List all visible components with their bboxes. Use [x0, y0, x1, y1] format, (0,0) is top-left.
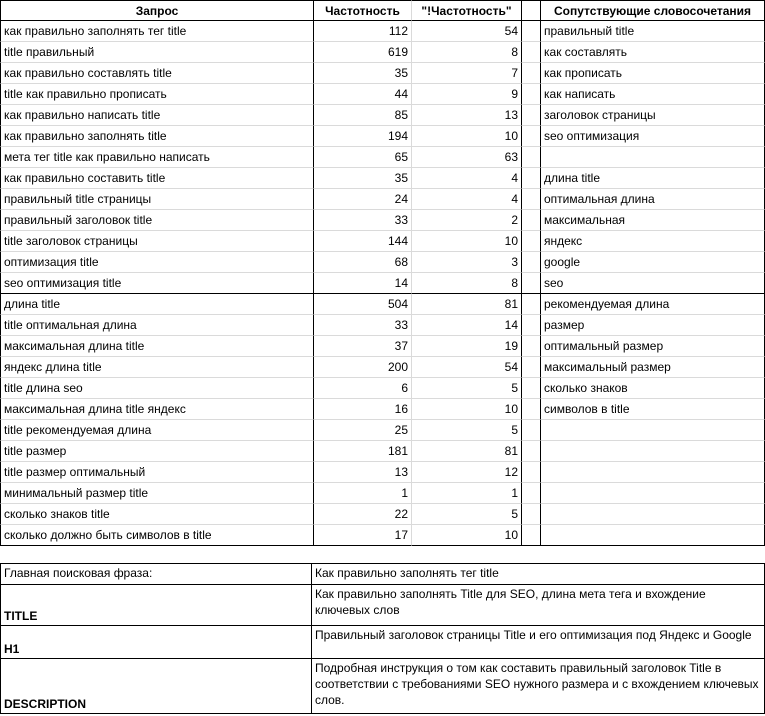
cell-frequency[interactable]: 6 [314, 378, 412, 399]
cell-gap[interactable] [522, 63, 541, 84]
cell-frequency[interactable]: 68 [314, 252, 412, 273]
cell-query[interactable]: как правильно составлять title [0, 63, 314, 84]
cell-exact-frequency[interactable]: 10 [412, 525, 522, 546]
cell-exact-frequency[interactable]: 63 [412, 147, 522, 168]
header-exact-frequency[interactable]: "!Частотность" [412, 0, 522, 21]
cell-related-phrase[interactable]: максимальная [541, 210, 765, 231]
cell-related-phrase[interactable]: рекомендуемая длина [541, 294, 765, 315]
cell-exact-frequency[interactable]: 9 [412, 84, 522, 105]
cell-gap[interactable] [522, 42, 541, 63]
cell-gap[interactable] [522, 441, 541, 462]
cell-query[interactable]: мета тег title как правильно написать [0, 147, 314, 168]
cell-related-phrase[interactable]: оптимальный размер [541, 336, 765, 357]
cell-gap[interactable] [522, 294, 541, 315]
header-query[interactable]: Запрос [0, 0, 314, 21]
cell-query[interactable]: как правильно заполнять тег title [0, 21, 314, 42]
cell-frequency[interactable]: 33 [314, 315, 412, 336]
cell-frequency[interactable]: 17 [314, 525, 412, 546]
cell-related-phrase[interactable] [541, 420, 765, 441]
cell-related-phrase[interactable]: оптимальная длина [541, 189, 765, 210]
cell-related-phrase[interactable]: как прописать [541, 63, 765, 84]
cell-frequency[interactable]: 194 [314, 126, 412, 147]
cell-query[interactable]: seo оптимизация title [0, 273, 314, 294]
title-value[interactable]: Как правильно заполнять Title для SEO, длина мета тега и вхождение ключевых слов [312, 585, 765, 626]
cell-gap[interactable] [522, 105, 541, 126]
cell-gap[interactable] [522, 189, 541, 210]
cell-frequency[interactable]: 181 [314, 441, 412, 462]
cell-related-phrase[interactable]: яндекс [541, 231, 765, 252]
cell-query[interactable]: title размер [0, 441, 314, 462]
spacer-row [0, 546, 765, 564]
header-frequency[interactable]: Частотность [314, 0, 412, 21]
cell-related-phrase[interactable]: символов в title [541, 399, 765, 420]
cell-frequency[interactable]: 504 [314, 294, 412, 315]
main-phrase-value[interactable]: Как правильно заполнять тег title [312, 564, 765, 585]
cell-gap[interactable] [522, 21, 541, 42]
cell-gap[interactable] [522, 357, 541, 378]
cell-related-phrase[interactable]: как составлять [541, 42, 765, 63]
cell-query[interactable]: title заголовок страницы [0, 231, 314, 252]
cell-query[interactable]: яндекс длина title [0, 357, 314, 378]
cell-query[interactable]: как правильно составить title [0, 168, 314, 189]
cell-query[interactable]: title как правильно прописать [0, 84, 314, 105]
cell-query[interactable]: title длина seo [0, 378, 314, 399]
cell-frequency[interactable]: 619 [314, 42, 412, 63]
cell-gap[interactable] [522, 210, 541, 231]
summary-table [0, 564, 765, 714]
cell-gap[interactable] [522, 315, 541, 336]
cell-query[interactable]: как правильно заполнять title [0, 126, 314, 147]
cell-exact-frequency[interactable]: 8 [412, 273, 522, 294]
cell-exact-frequency[interactable]: 7 [412, 63, 522, 84]
cell-exact-frequency[interactable]: 3 [412, 252, 522, 273]
cell-exact-frequency[interactable]: 13 [412, 105, 522, 126]
cell-related-phrase[interactable]: размер [541, 315, 765, 336]
cell-exact-frequency[interactable]: 54 [412, 357, 522, 378]
h1-value[interactable]: Правильный заголовок страницы Title и его оптимизация под Яндекс и Google [312, 626, 765, 659]
cell-gap[interactable] [522, 336, 541, 357]
cell-exact-frequency[interactable]: 5 [412, 378, 522, 399]
description-label[interactable]: DESCRIPTION [0, 659, 312, 714]
cell-query[interactable]: сколько знаков title [0, 504, 314, 525]
description-value[interactable]: Подробная инструкция о том как составить правильный заголовок Title в соответствии с требованиями SEO нужного размера и с вхождением ключевых слов. [312, 659, 765, 714]
cell-gap[interactable] [522, 252, 541, 273]
cell-related-phrase[interactable] [541, 525, 765, 546]
main-phrase-label[interactable]: Главная поисковая фраза: [0, 564, 312, 585]
cell-gap[interactable] [522, 399, 541, 420]
cell-related-phrase[interactable]: правильный title [541, 21, 765, 42]
cell-frequency[interactable]: 35 [314, 168, 412, 189]
cell-frequency[interactable]: 65 [314, 147, 412, 168]
cell-gap[interactable] [522, 147, 541, 168]
cell-frequency[interactable]: 35 [314, 63, 412, 84]
cell-query[interactable]: как правильно написать title [0, 105, 314, 126]
cell-frequency[interactable]: 37 [314, 336, 412, 357]
cell-exact-frequency[interactable]: 2 [412, 210, 522, 231]
cell-query[interactable]: максимальная длина title яндекс [0, 399, 314, 420]
cell-exact-frequency[interactable]: 14 [412, 315, 522, 336]
cell-gap[interactable] [522, 231, 541, 252]
cell-exact-frequency[interactable]: 10 [412, 399, 522, 420]
cell-frequency[interactable]: 33 [314, 210, 412, 231]
cell-gap[interactable] [522, 483, 541, 504]
cell-frequency[interactable]: 85 [314, 105, 412, 126]
cell-gap[interactable] [522, 462, 541, 483]
cell-query[interactable]: правильный title страницы [0, 189, 314, 210]
cell-exact-frequency[interactable]: 12 [412, 462, 522, 483]
cell-exact-frequency[interactable]: 54 [412, 21, 522, 42]
cell-related-phrase[interactable] [541, 441, 765, 462]
cell-related-phrase[interactable]: заголовок страницы [541, 105, 765, 126]
cell-frequency[interactable]: 44 [314, 84, 412, 105]
cell-query[interactable]: длина title [0, 294, 314, 315]
cell-exact-frequency[interactable]: 81 [412, 441, 522, 462]
cell-frequency[interactable]: 22 [314, 504, 412, 525]
cell-gap[interactable] [522, 504, 541, 525]
cell-gap[interactable] [522, 420, 541, 441]
cell-frequency[interactable]: 25 [314, 420, 412, 441]
cell-query[interactable]: title правильный [0, 42, 314, 63]
cell-frequency[interactable]: 16 [314, 399, 412, 420]
cell-frequency[interactable]: 200 [314, 357, 412, 378]
header-gap[interactable] [522, 0, 541, 21]
cell-frequency[interactable]: 112 [314, 21, 412, 42]
h1-label[interactable]: H1 [0, 626, 312, 659]
cell-query[interactable]: сколько должно быть символов в title [0, 525, 314, 546]
cell-related-phrase[interactable] [541, 483, 765, 504]
cell-related-phrase[interactable]: длина title [541, 168, 765, 189]
cell-query[interactable]: максимальная длина title [0, 336, 314, 357]
cell-query[interactable]: title размер оптимальный [0, 462, 314, 483]
cell-related-phrase[interactable]: сколько знаков [541, 378, 765, 399]
cell-gap[interactable] [522, 126, 541, 147]
cell-exact-frequency[interactable]: 81 [412, 294, 522, 315]
cell-exact-frequency[interactable]: 5 [412, 504, 522, 525]
cell-exact-frequency[interactable]: 4 [412, 189, 522, 210]
cell-frequency[interactable]: 144 [314, 231, 412, 252]
cell-related-phrase[interactable]: seo [541, 273, 765, 294]
cell-frequency[interactable]: 24 [314, 189, 412, 210]
cell-exact-frequency[interactable]: 5 [412, 420, 522, 441]
cell-exact-frequency[interactable]: 8 [412, 42, 522, 63]
cell-exact-frequency[interactable]: 10 [412, 126, 522, 147]
cell-gap[interactable] [522, 525, 541, 546]
cell-exact-frequency[interactable]: 19 [412, 336, 522, 357]
title-label[interactable]: TITLE [0, 585, 312, 626]
cell-related-phrase[interactable]: seo оптимизация [541, 126, 765, 147]
cell-related-phrase[interactable]: как написать [541, 84, 765, 105]
cell-exact-frequency[interactable]: 4 [412, 168, 522, 189]
cell-related-phrase[interactable] [541, 462, 765, 483]
cell-frequency[interactable]: 14 [314, 273, 412, 294]
cell-related-phrase[interactable] [541, 504, 765, 525]
cell-query[interactable]: title оптимальная длина [0, 315, 314, 336]
cell-related-phrase[interactable]: максимальный размер [541, 357, 765, 378]
cell-query[interactable]: правильный заголовок title [0, 210, 314, 231]
cell-exact-frequency[interactable]: 1 [412, 483, 522, 504]
cell-related-phrase[interactable] [541, 147, 765, 168]
cell-gap[interactable] [522, 273, 541, 294]
cell-related-phrase[interactable]: google [541, 252, 765, 273]
cell-gap[interactable] [522, 84, 541, 105]
header-related-phrases[interactable]: Сопутствующие словосочетания [541, 0, 765, 21]
cell-query[interactable]: title рекомендуемая длина [0, 420, 314, 441]
cell-gap[interactable] [522, 378, 541, 399]
cell-gap[interactable] [522, 168, 541, 189]
cell-exact-frequency[interactable]: 10 [412, 231, 522, 252]
cell-query[interactable]: оптимизация title [0, 252, 314, 273]
cell-frequency[interactable]: 1 [314, 483, 412, 504]
cell-frequency[interactable]: 13 [314, 462, 412, 483]
cell-query[interactable]: минимальный размер title [0, 483, 314, 504]
